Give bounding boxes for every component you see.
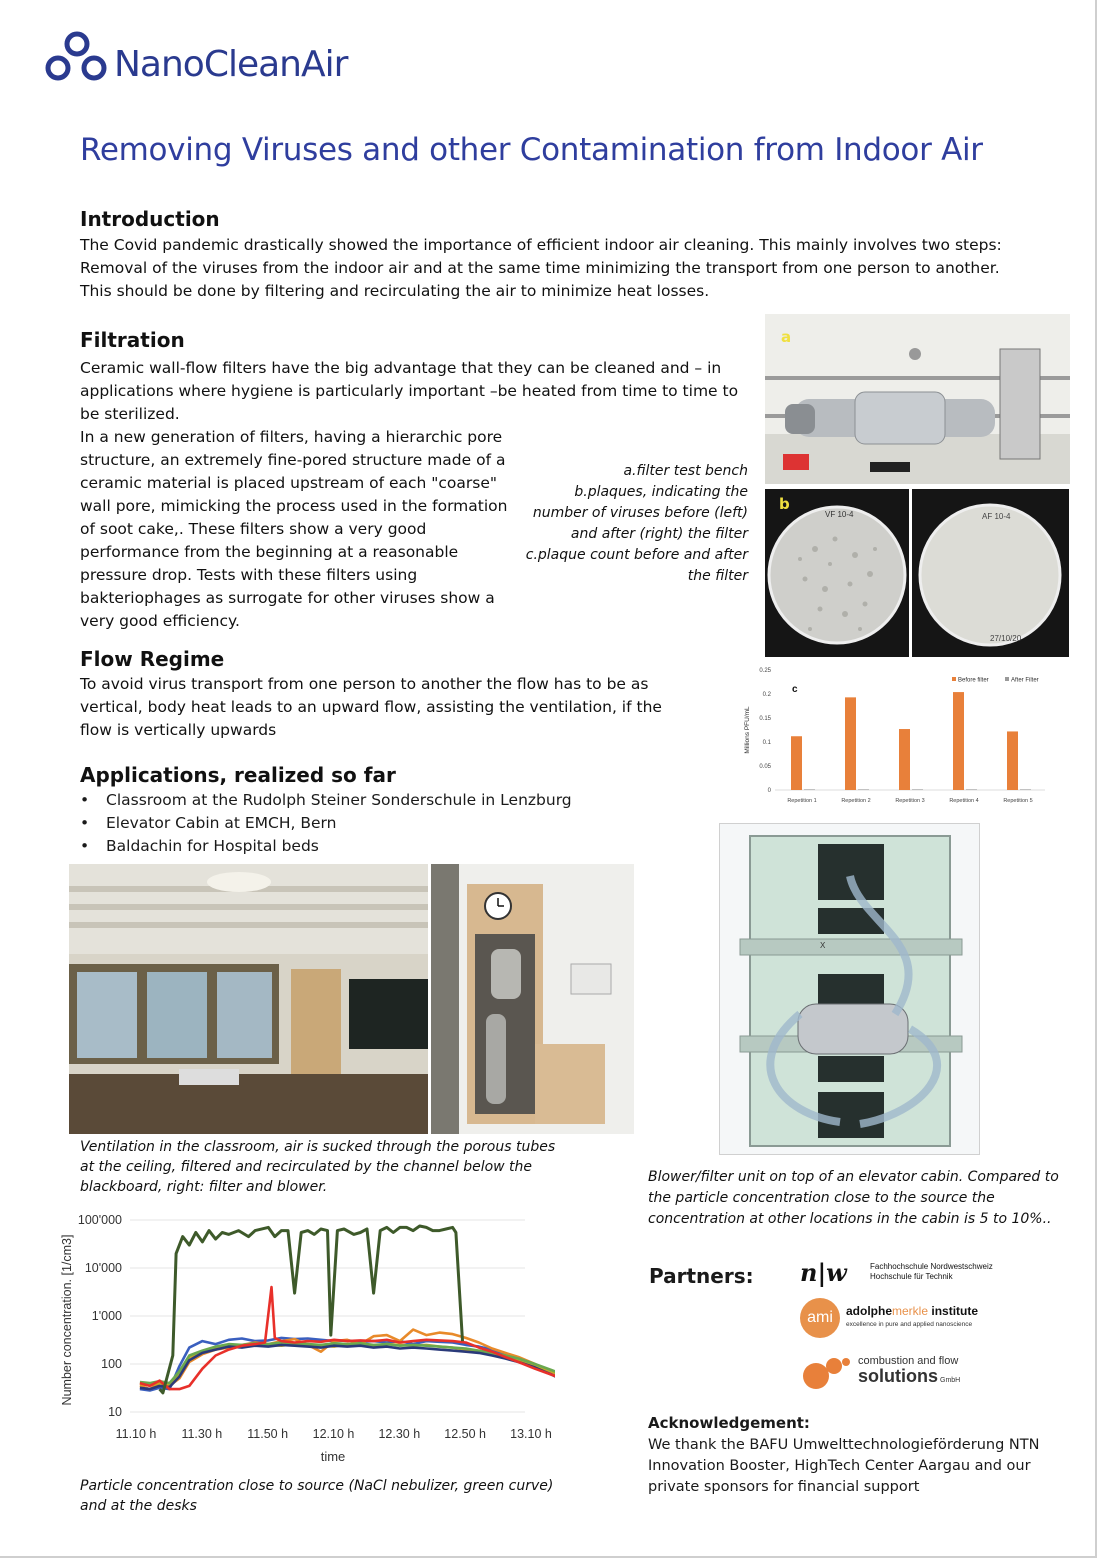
bar-before-filter: [899, 729, 910, 790]
bar-chart-y-label: Millions PFU/mL: [744, 706, 751, 754]
cfs-line-1: combustion and flow: [858, 1355, 959, 1367]
ami-name-end: institute: [928, 1304, 979, 1318]
dish-right-date: 27/10/20: [990, 634, 1022, 643]
concentration-caption: Particle concentration close to source (NaCl nebulizer, green curve) and at the desks: [80, 1478, 554, 1514]
line-chart-y-tick: 10'000: [84, 1261, 122, 1275]
bar-legend-label: After Filter: [1011, 677, 1039, 684]
line-series-orange: [140, 1330, 555, 1390]
plaque-count-chart-svg: [740, 660, 1055, 810]
dish-right-label: AF 10-4: [982, 512, 1011, 521]
bar-after-filter: [804, 789, 815, 790]
partners-heading: Partners:: [649, 1264, 754, 1288]
particle-concentration-chart: [55, 1205, 555, 1470]
bar-after-filter: [858, 789, 869, 790]
bar-chart-x-tick: Repetition 5: [1003, 798, 1033, 804]
applications-list: [80, 789, 680, 858]
plaques-before-photo: [765, 489, 909, 657]
acknowledgement-text: We thank the BAFU Umwelttechnologieförderung NTN Innovation Booster, HighTech Center Aargau and our private sponsors for financial support: [648, 1437, 1040, 1495]
bar-chart-y-tick: 0.15: [759, 716, 771, 722]
introduction-text: The Covid pandemic drastically showed the importance of efficient indoor air cleaning. This mainly involves two steps: Removal of the viruses from the indoor air and at the same time minimizing the transport from one person to another. This should be done by filtering and recirculating the air to minimize heat losses.: [80, 236, 1002, 300]
bar-after-filter: [966, 789, 977, 790]
page-title: Removing Viruses and other Contamination from Indoor Air: [80, 132, 983, 168]
bar-before-filter: [953, 692, 964, 790]
ami-tagline: excellence in pure and applied nanoscience: [846, 1321, 973, 1328]
elevator-unit-drawing: [719, 823, 980, 1155]
ami-name-bold: adolphe: [846, 1304, 893, 1318]
bar-chart-y-tick: 0.05: [759, 764, 771, 770]
ami-icon: ami: [800, 1298, 840, 1338]
bar-chart-y-tick: 0: [767, 788, 771, 794]
logo-icon: [42, 30, 112, 86]
bar-legend-swatch: [1005, 677, 1009, 681]
fhnw-line-1: Fachhochschule Nordwestschweiz: [870, 1262, 993, 1271]
filtration-heading: Filtration: [80, 328, 185, 352]
applications-item: • Baldachin for Hospital beds: [80, 835, 680, 858]
line-chart-x-tick: 12.50 h: [444, 1427, 487, 1441]
bar-after-filter: [1020, 789, 1031, 790]
bar-legend-swatch: [952, 677, 956, 681]
line-chart-x-tick: 13.10 h: [510, 1427, 552, 1441]
drawing-x-label: X: [820, 941, 826, 950]
bar-legend-label: Before filter: [958, 677, 989, 684]
caption-b: b.plaques, indicating the number of viruses before (left) and after (right) the filter: [532, 484, 748, 542]
line-chart-x-tick: 11.50 h: [247, 1427, 289, 1441]
bar-after-filter: [912, 789, 923, 790]
line-chart-y-tick: 100: [101, 1357, 122, 1371]
fhnw-line-2: Hochschule für Technik: [870, 1272, 953, 1281]
filtration-text-1: Ceramic wall-flow filters have the big advantage that they can be cleaned and – in applications where hygiene is particularly important –be heated from time to time to be sterilized.: [80, 359, 739, 423]
line-chart-x-tick: 12.10 h: [312, 1427, 355, 1441]
nanocleanair-logo: [42, 30, 412, 90]
classroom-caption: Ventilation in the classroom, air is sucked through the porous tubes at the ceiling, filtered and recirculated by the channel below the blackboard, right: filter and blower.: [80, 1139, 556, 1195]
applications-item: • Elevator Cabin at EMCH, Bern: [80, 812, 680, 835]
bar-chart-x-tick: Repetition 1: [787, 798, 817, 804]
line-chart-x-tick: 11.10 h: [115, 1427, 157, 1441]
photo-label-b: b: [779, 495, 790, 513]
line-chart-x-label: time: [320, 1449, 346, 1464]
cfs-line-2: solutions: [858, 1366, 938, 1386]
acknowledgement-heading: Acknowledgement:: [648, 1414, 810, 1432]
fhnw-mark: n|w: [800, 1258, 847, 1287]
line-chart-y-tick: 100'000: [77, 1213, 122, 1227]
line-chart-y-label: Number concentration. [1/cm3]: [60, 1234, 74, 1406]
fhnw-logo: [800, 1258, 1060, 1288]
bar-chart-title: c: [792, 684, 798, 695]
caption-c: c.plaque count before and after the filter: [525, 547, 748, 584]
introduction-heading: Introduction: [80, 207, 220, 231]
applications-heading: Applications, realized so far: [80, 763, 396, 787]
filter-blower-photo: [431, 864, 634, 1134]
cfs-circles-icon: [800, 1356, 860, 1392]
bar-chart-x-tick: Repetition 3: [895, 798, 925, 804]
bar-chart-y-tick: 0.25: [759, 668, 771, 674]
filtration-text-2: In a new generation of filters, having a hierarchic pore structure, an extremely fine-pored structure made of a ceramic material is placed upstream of each "coarse" wall pore, mimicking the process used in the formation of soot cake,. These filters show a very good performance from the beginning at a reasonable pressure drop. Tests with these filters using bakteriophages as surrogate for other viruses show a very good efficiency.: [80, 428, 508, 630]
bar-chart-x-tick: Repetition 4: [949, 798, 979, 804]
bar-before-filter: [791, 736, 802, 790]
line-chart-x-tick: 12.30 h: [378, 1427, 421, 1441]
logo-name: NanoCleanAir: [114, 44, 348, 85]
bar-before-filter: [845, 697, 856, 790]
cfs-suffix: GmbH: [940, 1377, 961, 1384]
bar-chart-y-tick: 0.2: [762, 692, 771, 698]
dish-left-label: VF 10-4: [825, 510, 854, 519]
bar-before-filter: [1007, 731, 1018, 790]
bar-chart-x-tick: Repetition 2: [841, 798, 871, 804]
plaques-after-photo: [912, 489, 1069, 657]
ami-logo: [800, 1298, 1060, 1340]
photo-label-a: a: [781, 328, 792, 346]
line-chart-y-tick: 1'000: [91, 1309, 122, 1323]
flow-regime-text: To avoid virus transport from one person to another the flow has to be as vertical, body heat leads to an upward flow, assisting the ventilation, if the flow is vertically upwards: [80, 675, 662, 739]
flow-regime-heading: Flow Regime: [80, 647, 225, 671]
filtration-captions: [520, 461, 748, 587]
line-chart-y-tick: 10: [108, 1405, 122, 1419]
plaque-count-chart: [740, 660, 1055, 810]
elevator-caption: Blower/filter unit on top of an elevator cabin. Compared to the particle concentration close to the source the concentration at other locations in the cabin is 5 to 10%..: [648, 1169, 1059, 1227]
classroom-photo: [69, 864, 428, 1134]
particle-concentration-chart-svg: [55, 1205, 555, 1470]
caption-a: a.filter test bench: [623, 463, 748, 479]
cfs-logo: [800, 1354, 1060, 1394]
applications-item: • Classroom at the Rudolph Steiner Sonderschule in Lenzburg: [80, 789, 680, 812]
ami-name-mid: merkle: [892, 1304, 929, 1318]
filter-test-bench-photo: [765, 314, 1070, 484]
line-series-red: [140, 1287, 555, 1389]
line-chart-x-tick: 11.30 h: [181, 1427, 223, 1441]
bar-chart-y-tick: 0.1: [762, 740, 771, 746]
